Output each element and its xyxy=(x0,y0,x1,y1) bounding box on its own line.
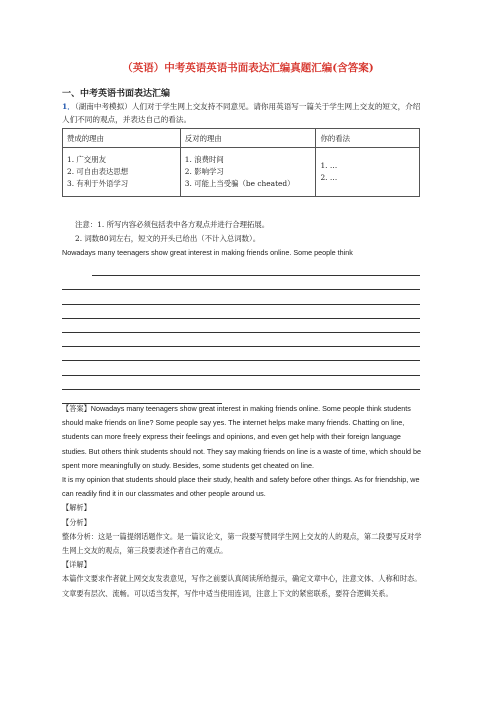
question xyxy=(62,100,426,126)
table-header: 赞成的理由 xyxy=(63,129,181,148)
list-item: 3. 有利于外语学习 xyxy=(67,179,129,188)
answer-text: Nowadays many teenagers show great interest in making friends online. Some people think students should make friends on line? Some people say yes. The internet helps make many friends. Chatting on line, students can more freely express their feelings and opinions, and even get help with their foreign language studies. But others think students should not. They say making friends on line is a waste of time, which should be spent more meaningfully on study. Besides, some students get cheated on line. xyxy=(62,404,422,470)
answer-paragraph xyxy=(62,402,422,473)
xiangjie-text: 本篇作文要求作者就上网交友发表意见，写作之前要认真阅读所给提示，确定文章中心，注意文体、人称和时态。文章要有层次、流畅。可以适当发挥，写作中适当使用连词，注意上下文的紧密联系，要符合逻辑关系。 xyxy=(62,574,422,598)
answer-block xyxy=(62,402,422,601)
table-header-row xyxy=(63,129,420,148)
notes xyxy=(75,218,269,246)
list-item: 1. … xyxy=(320,161,338,170)
writing-line[interactable] xyxy=(62,305,420,319)
question-text: （湖南中考模拟）人们对于学生网上交友持不同意见。请你用英语写一篇关于学生网上交友的短文，介绍人们不同的观点，并表达自己的看法。 xyxy=(62,102,421,124)
writing-line[interactable] xyxy=(62,290,420,304)
table-cell-con xyxy=(180,148,316,197)
opinion-table xyxy=(62,128,420,197)
writing-line[interactable] xyxy=(62,319,420,333)
writing-line[interactable] xyxy=(62,347,420,361)
table-row xyxy=(63,148,420,197)
table-cell-pro xyxy=(63,148,181,197)
list-item: 2. … xyxy=(320,173,338,182)
answer-label: 【答案】 xyxy=(62,404,91,413)
writing-line[interactable] xyxy=(92,262,420,276)
writing-line[interactable] xyxy=(62,361,420,375)
table-header: 你的看法 xyxy=(316,129,420,148)
list-item: 1. 广交朋友 xyxy=(67,155,106,164)
jiexi-label: 【解析】 xyxy=(62,503,91,513)
writing-lines[interactable] xyxy=(62,262,420,404)
essay-prompt: Nowadays many teenagers show great interest in making friends online. Some people think xyxy=(62,248,353,257)
list-item: 1. 浪费时间 xyxy=(184,155,224,164)
section-heading: 一、中考英语书面表达汇编 xyxy=(62,89,171,99)
table-cell-opinion xyxy=(316,148,420,197)
fenxi-text: 整体分析：这是一篇提纲话题作文。是一篇议论文，第一段要写赞同学生网上交友的人的观点，第二段要写反对学生网上交友的观点，第三段要表述作者自己的观点。 xyxy=(62,531,422,556)
answer-paragraph: It is my opinion that students should place their study, health and safety before other things. As for friendship, we can readily find it in our classmates and other people around us. xyxy=(62,475,420,499)
writing-line[interactable] xyxy=(62,376,420,390)
writing-line[interactable] xyxy=(62,276,420,290)
xiangjie-label: 【详解】 xyxy=(62,560,91,570)
list-item: 2. 可自由表达思想 xyxy=(67,167,129,176)
note-line: 2. 词数80词左右，短文的开头已给出（不计入总词数）。 xyxy=(75,234,261,243)
writing-line[interactable] xyxy=(62,333,420,347)
fenxi-label: 【分析】 xyxy=(62,517,91,527)
list-item: 2. 影响学习 xyxy=(184,167,224,176)
table-header: 反对的理由 xyxy=(180,129,316,148)
list-item: 3. 可能上当受骗（be cheated） xyxy=(184,179,295,188)
question-number: 1． xyxy=(62,102,75,111)
note-line: 注意：1. 所写内容必须包括表中各方观点并进行合理拓展。 xyxy=(75,220,270,229)
page-title: （英语）中考英语英语书面表达汇编真题汇编(含答案) xyxy=(122,62,374,74)
